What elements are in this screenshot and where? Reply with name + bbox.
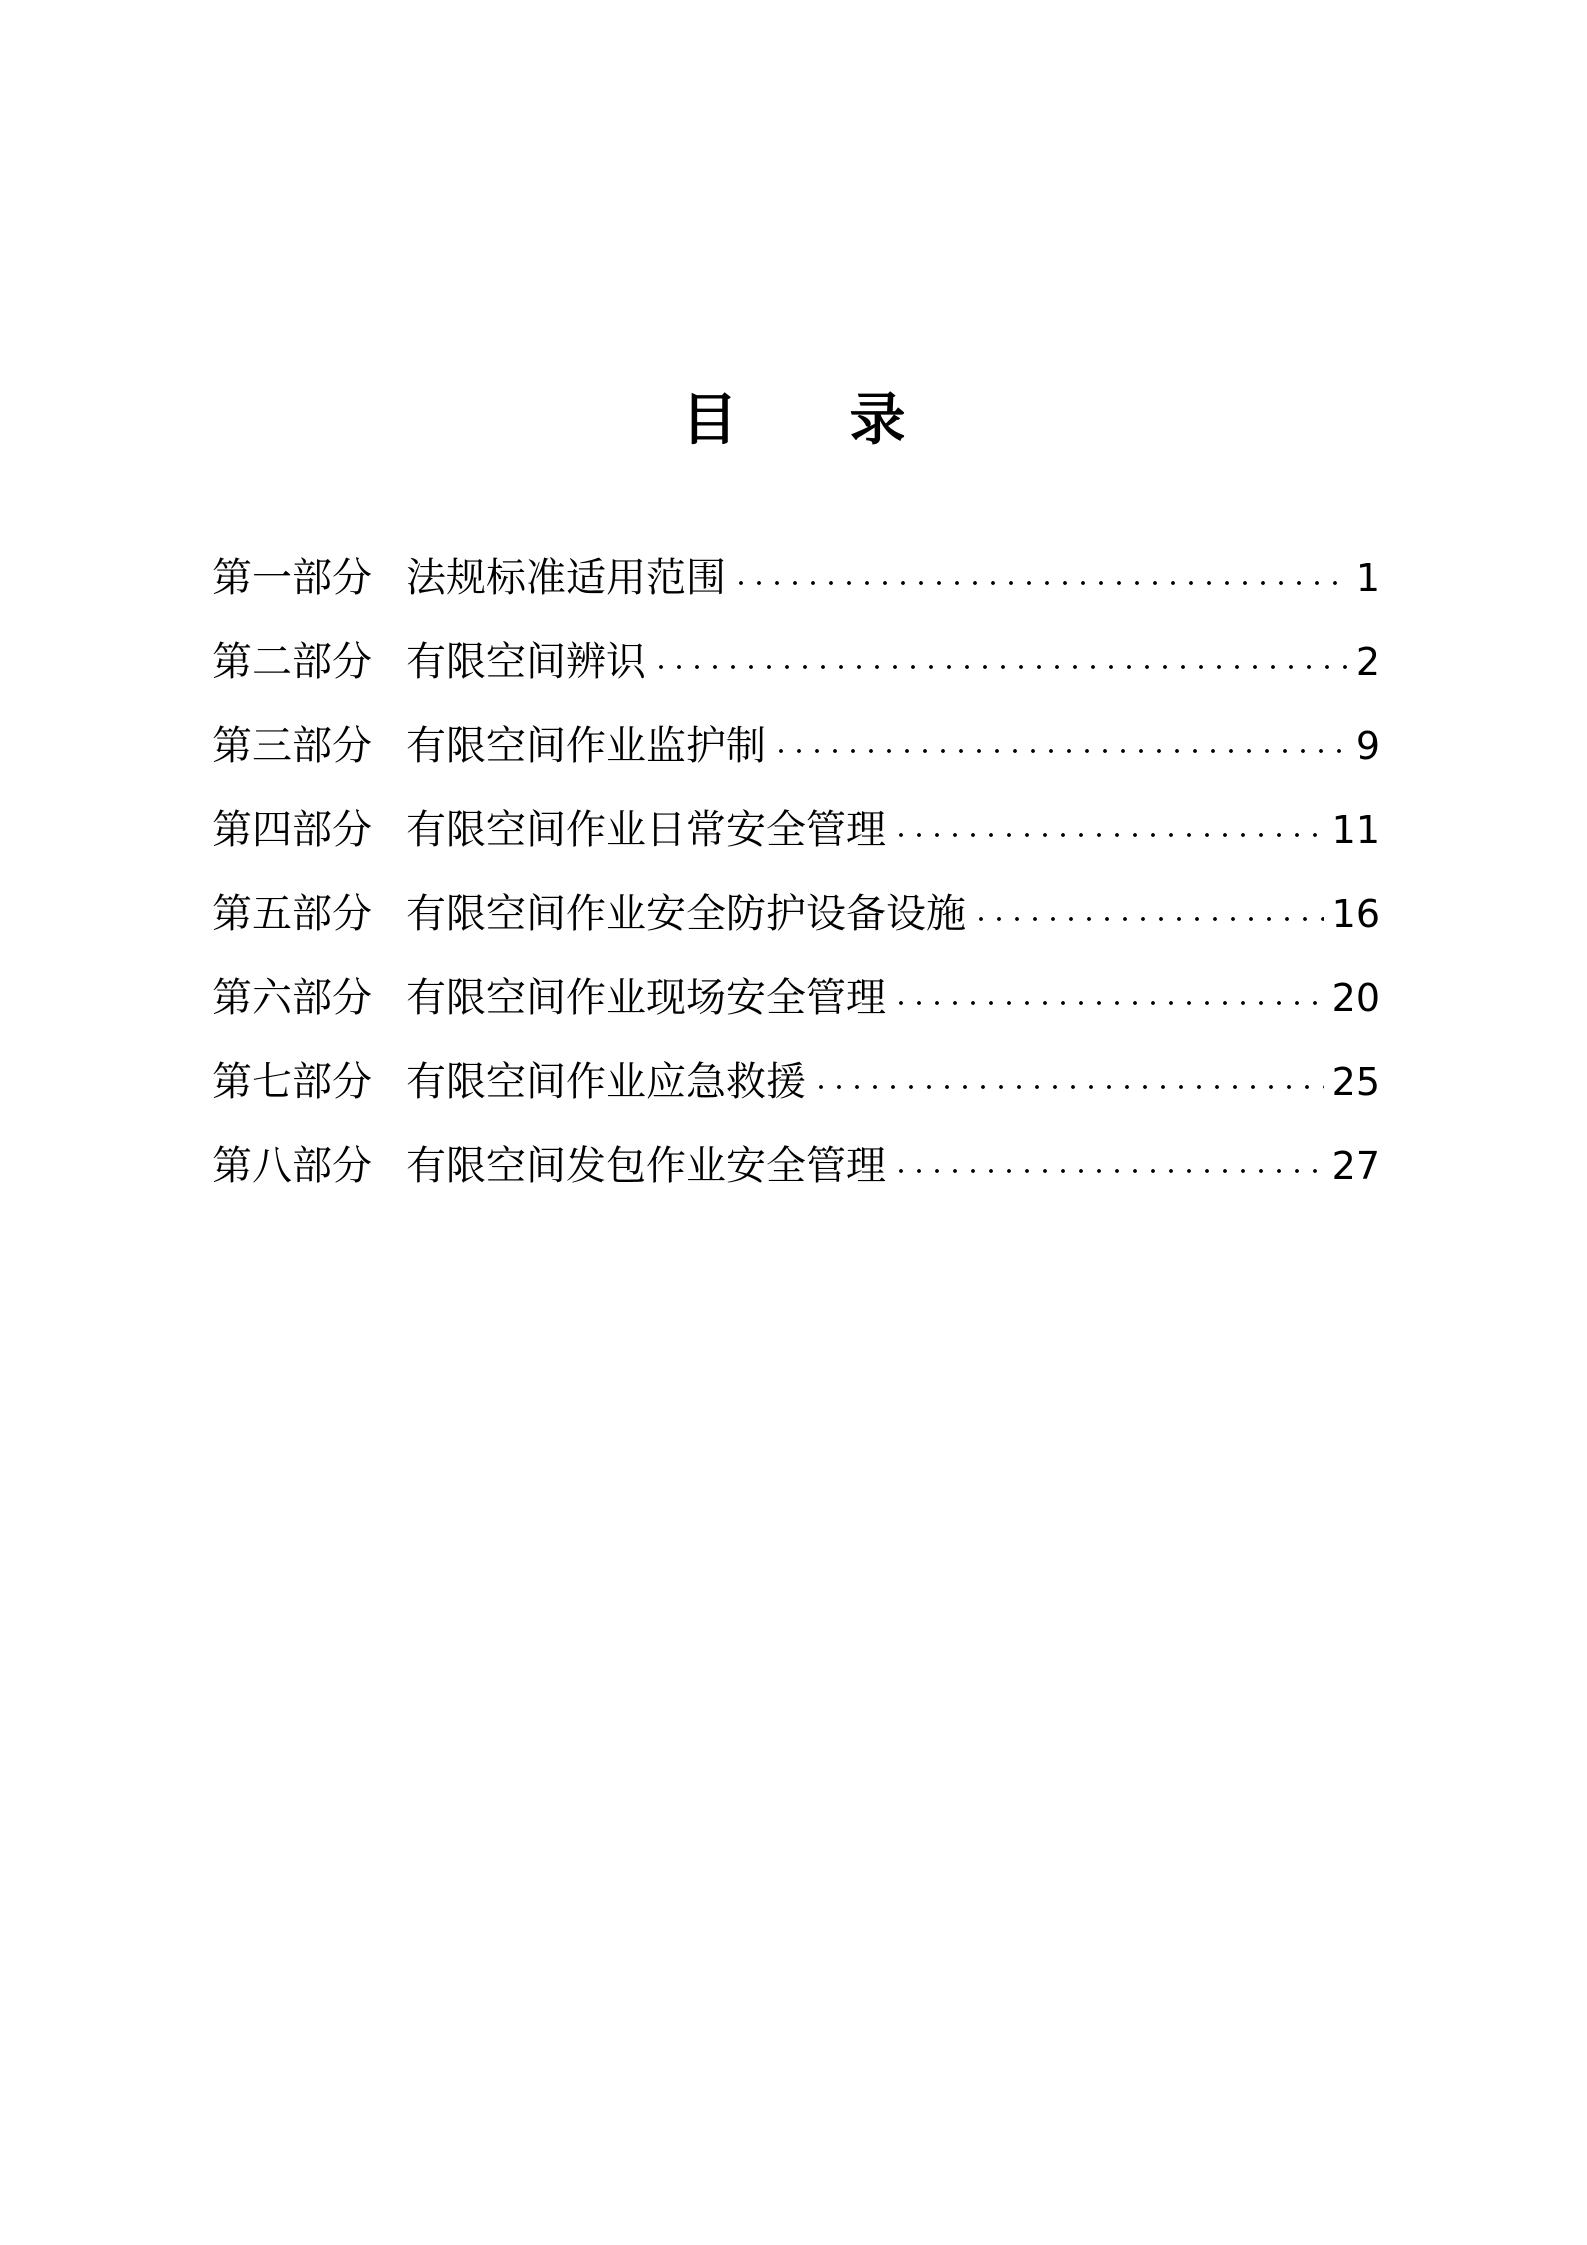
toc-part-label: 第三部分 — [212, 723, 372, 769]
toc-part-label: 第七部分 — [212, 1059, 372, 1105]
toc-part-label: 第二部分 — [212, 639, 372, 685]
toc-section-title: 有限空间辨识 — [406, 639, 646, 685]
toc-entry[interactable] — [212, 1049, 1380, 1133]
toc-part-label: 第八部分 — [212, 1143, 372, 1189]
toc-section-title: 有限空间发包作业安全管理 — [406, 1143, 886, 1189]
toc-part-label: 第四部分 — [212, 807, 372, 853]
toc-page-number: 9 — [1355, 724, 1380, 768]
toc-section-title: 有限空间作业应急救援 — [406, 1059, 806, 1105]
toc-entry[interactable] — [212, 797, 1380, 881]
table-of-contents — [212, 545, 1380, 1217]
toc-page-number: 16 — [1331, 892, 1380, 936]
toc-section-title: 有限空间作业监护制 — [406, 723, 766, 769]
toc-page-number: 2 — [1355, 640, 1380, 684]
title-char-right: 录 — [849, 387, 906, 453]
toc-page-number: 20 — [1331, 976, 1380, 1020]
toc-entry[interactable] — [212, 713, 1380, 797]
page-title — [0, 380, 1587, 460]
dot-leader — [972, 883, 1324, 923]
toc-part-label: 第六部分 — [212, 975, 372, 1021]
toc-entry[interactable] — [212, 1133, 1380, 1217]
toc-entry[interactable] — [212, 965, 1380, 1049]
toc-page-number: 1 — [1355, 556, 1380, 600]
dot-leader — [772, 715, 1348, 755]
toc-section-title: 法规标准适用范围 — [406, 555, 726, 601]
toc-entry[interactable] — [212, 881, 1380, 965]
toc-section-title: 有限空间作业安全防护设备设施 — [406, 891, 966, 937]
toc-entry[interactable] — [212, 629, 1380, 713]
dot-leader — [732, 547, 1348, 587]
dot-leader — [892, 799, 1324, 839]
toc-section-title: 有限空间作业现场安全管理 — [406, 975, 886, 1021]
dot-leader — [892, 967, 1324, 1007]
dot-leader — [812, 1051, 1324, 1091]
title-char-left: 目 — [681, 387, 738, 453]
dot-leader — [652, 631, 1348, 671]
toc-part-label: 第五部分 — [212, 891, 372, 937]
dot-leader — [892, 1135, 1324, 1175]
toc-entry[interactable] — [212, 545, 1380, 629]
toc-page-number: 27 — [1331, 1144, 1380, 1188]
toc-part-label: 第一部分 — [212, 555, 372, 601]
toc-page-number: 25 — [1331, 1060, 1380, 1104]
toc-page-number: 11 — [1331, 808, 1380, 852]
toc-section-title: 有限空间作业日常安全管理 — [406, 807, 886, 853]
